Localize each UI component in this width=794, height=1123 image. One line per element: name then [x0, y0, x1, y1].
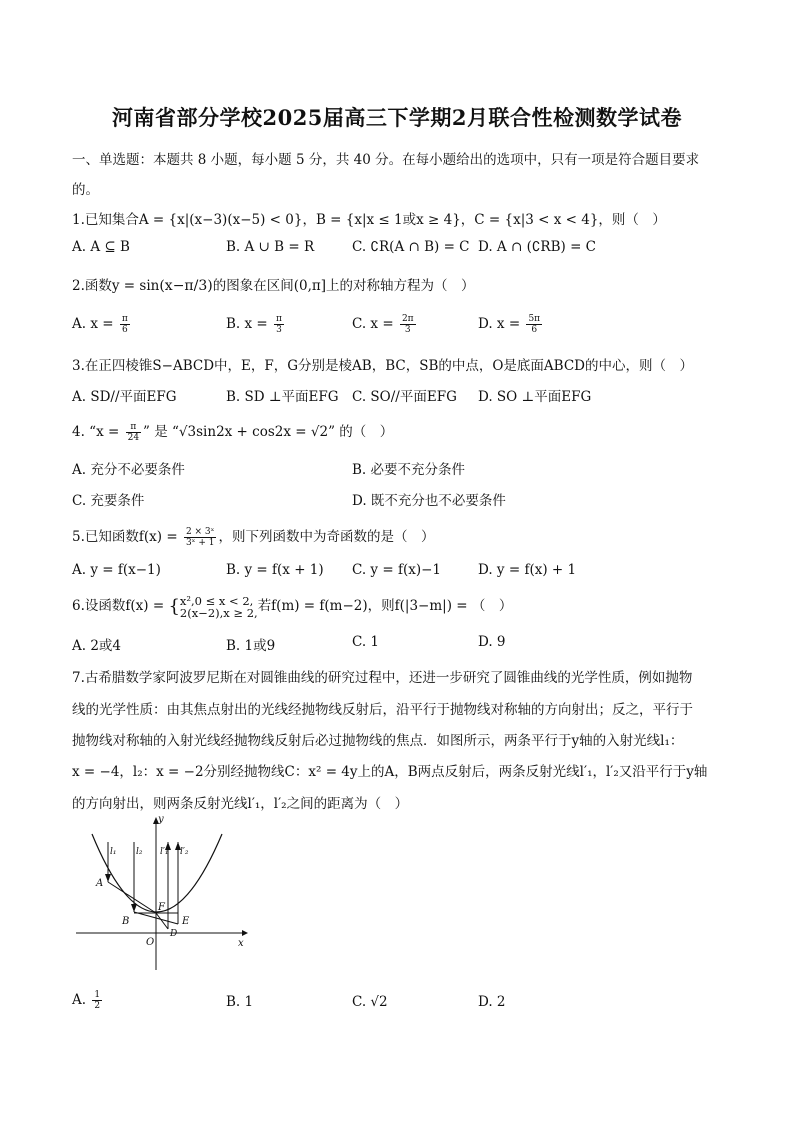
- q2-option-c-den: 3: [404, 325, 411, 335]
- q4-option-a: A. 充分不必要条件: [72, 462, 185, 478]
- q1-option-b: B. A ∪ B = R: [226, 239, 315, 255]
- q2-option-b-den: 3: [276, 325, 282, 335]
- q1-option-d: D. A ∩ (∁RB) = C: [478, 239, 596, 255]
- label-x: x: [238, 938, 244, 949]
- q5-frac-num: 2 × 3ˣ: [185, 527, 215, 537]
- page-title: 河南省部分学校2025届高三下学期2月联合性检测数学试卷: [111, 105, 683, 130]
- q4-option-d: D. 既不充分也不必要条件: [352, 493, 506, 509]
- q7-option-a-den: 2: [94, 1001, 101, 1011]
- q2-option-c-label: C. x =: [352, 316, 394, 332]
- section-header-line1: 一、单选题：本题共 8 小题，每小题 5 分，共 40 分。在每小题给出的选项中，只有一项是符合题目要求: [72, 152, 700, 168]
- q7-option-d: D. 2: [478, 994, 506, 1010]
- q6-case1: x²,0 ≤ x < 2,: [179, 593, 254, 608]
- q3-stem: 3.在正四棱锥S−ABCD中，E，F，G分别是棱AB，BC，SB的中点，O是底面ABCD的中心，则（ ）: [72, 358, 693, 374]
- q3-option-b: B. SD ⊥平面EFG: [226, 389, 339, 405]
- q6-case2: 2(x−2),x ≥ 2,: [179, 605, 258, 620]
- q2-stem-post: 的图象在区间(0,π]上的对称轴方程为（ ）: [212, 278, 475, 294]
- parabola-figure: [72, 812, 250, 974]
- q6-option-a: A. 2或4: [72, 638, 122, 654]
- q4-frac-den: 24: [127, 433, 140, 443]
- q3-option-a: A. SD//平面EFG: [72, 389, 177, 405]
- label-f: F: [158, 902, 165, 913]
- label-e: E: [182, 916, 190, 927]
- q2-option-a-num: π: [121, 314, 128, 324]
- label-o: O: [146, 937, 155, 948]
- label-b: B: [122, 916, 130, 927]
- q1-option-a: A. A ⊆ B: [72, 239, 130, 255]
- q6-brace: {: [168, 596, 180, 617]
- q5-stem: [72, 525, 434, 548]
- q6-stem-post: 若f(m) = f(m−2)，则f(|3−m|) = （ ）: [257, 598, 513, 614]
- q7-option-b: B. 1: [226, 994, 254, 1010]
- q5-option-c: C. y = f(x)−1: [352, 562, 441, 578]
- q7-option-a-num: 1: [94, 990, 101, 1000]
- q3-option-c: C. SO//平面EFG: [352, 389, 457, 405]
- label-l2: l₂: [136, 847, 143, 857]
- q1-option-c: C. ∁R(A ∩ B) = C: [352, 239, 470, 255]
- section-header-line2: 的。: [72, 182, 99, 198]
- q4-stem-pre: 4. “x =: [72, 424, 120, 440]
- q7-line-3: 抛物线对称轴的入射光线经抛物线反射后必过抛物线的焦点．如图所示，两条平行于y轴的入射光线l₁：: [72, 733, 684, 749]
- q2-option-b-label: B. x =: [226, 316, 268, 332]
- label-l1p: l′₁: [160, 847, 169, 857]
- q7-option-c: C. √2: [352, 994, 388, 1010]
- q5-frac-den: 3ˣ + 1: [185, 538, 215, 548]
- q4-frac-num: π: [126, 422, 141, 433]
- label-a: A: [96, 878, 104, 889]
- parabola-curve: [92, 834, 222, 912]
- l1-arrow: [105, 874, 111, 882]
- label-d: D: [170, 929, 178, 939]
- q4-stem: [72, 420, 393, 443]
- ray-a-to-f: [108, 882, 156, 913]
- q7-option-a-label: A.: [72, 992, 87, 1008]
- q7-line-4: x = −4，l₂：x = −2分别经抛物线C：x² = 4y上的A，B两点反射后，两条反射光线l′₁，l′₂又沿平行于y轴: [72, 764, 708, 780]
- q7-line-2: 线的光学性质：由其焦点射出的光线经抛物线反射后，沿平行于抛物线对称轴的方向射出；反之，平行于: [72, 702, 693, 718]
- q2-option-c-num: 2π: [401, 314, 414, 324]
- q6-option-c: C. 1: [352, 634, 380, 650]
- q2-stem-pre: 2.函数y = sin: [72, 278, 160, 294]
- q6-stem: [72, 594, 512, 619]
- q7-line-1: 7.古希腊数学家阿波罗尼斯在对圆锥曲线的研究过程中，还进一步研究了圆锥曲线的光学性质，例如抛物: [72, 670, 693, 686]
- q5-option-a: A. y = f(x−1): [72, 562, 161, 578]
- q5-option-d: D. y = f(x) + 1: [478, 562, 577, 578]
- parabola-diagram: [72, 812, 250, 974]
- q2-option-d-num: 5π: [528, 314, 541, 324]
- q6-option-b: B. 1或9: [226, 638, 276, 654]
- q2-option-d-label: D. x =: [478, 316, 521, 332]
- label-l1: l₁: [110, 847, 117, 857]
- q2-stem-arg: (x−π/3): [159, 278, 213, 294]
- label-l2p: l′₂: [180, 847, 189, 857]
- q7-line-5: 的方向射出，则两条反射光线l′₁，l′₂之间的距离为（ ）: [72, 796, 409, 812]
- q2-option-b: [226, 314, 286, 335]
- q5-option-b: B. y = f(x + 1): [226, 562, 324, 578]
- q2-option-b-num: π: [276, 314, 282, 324]
- l2-arrow: [131, 904, 137, 912]
- q2-option-a-label: A. x =: [72, 316, 114, 332]
- q2-option-a: [72, 314, 132, 335]
- x-axis-arrow: [242, 930, 248, 936]
- label-y: y: [158, 814, 164, 825]
- q2-option-c: [352, 314, 418, 335]
- q5-stem-pre: 5.已知函数f(x) =: [72, 529, 178, 545]
- q2-stem: [72, 274, 475, 294]
- q3-option-d: D. SO ⊥平面EFG: [478, 389, 592, 405]
- q2-option-d: [478, 314, 544, 335]
- q6-stem-pre: 6.设函数f(x) =: [72, 598, 165, 614]
- q7-option-a: [72, 990, 104, 1011]
- q1-stem: 1.已知集合A = {x|(x−3)(x−5) < 0}，B = {x|x ≤ 1或x ≥ 4}，C = {x|3 < x < 4}，则（ ）: [72, 212, 666, 228]
- q2-option-d-den: 6: [531, 325, 538, 335]
- q4-option-c: C. 充要条件: [72, 493, 145, 509]
- q2-option-a-den: 6: [121, 325, 128, 335]
- q6-option-d: D. 9: [478, 634, 506, 650]
- q4-option-b: B. 必要不充分条件: [352, 462, 466, 478]
- q5-stem-post: ，则下列函数中为奇函数的是（ ）: [218, 529, 435, 545]
- q4-stem-post: ” 是 “√3sin2x + cos2x = √2” 的（ ）: [143, 424, 394, 440]
